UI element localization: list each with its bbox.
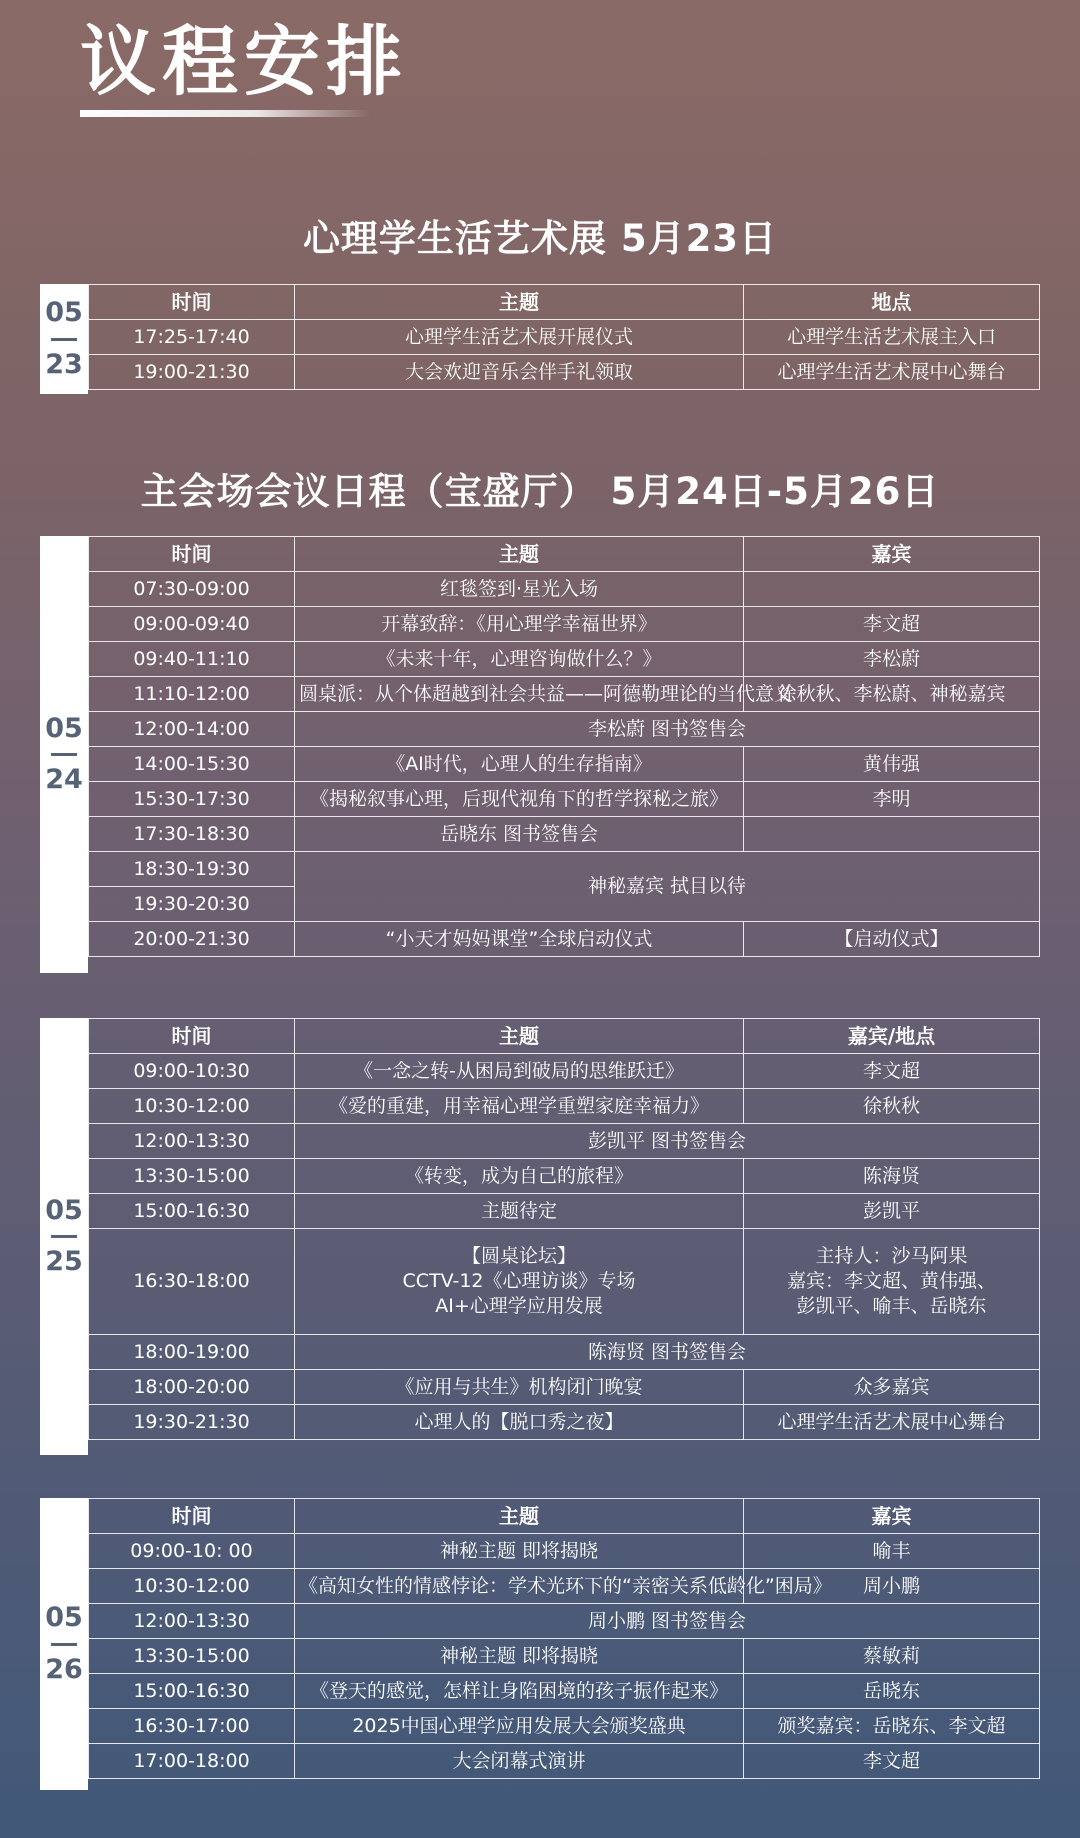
table-row	[89, 642, 1040, 677]
table-row	[89, 817, 1040, 852]
header-time: 时间	[89, 1499, 295, 1534]
table-row	[89, 320, 1040, 355]
row-topic: 大会欢迎音乐会伴手礼领取	[295, 355, 744, 390]
row-topic: 《高知女性的情感悖论：学术光环下的“亲密关系低龄化”困局》	[295, 1569, 744, 1604]
schedule-table	[88, 1018, 1040, 1440]
row-time: 09:00-09:40	[89, 607, 295, 642]
row-time: 13:30-15:00	[89, 1159, 295, 1194]
topic-line: 【圆桌论坛】	[461, 1245, 576, 1268]
row-topic: 《转变，成为自己的旅程》	[295, 1159, 744, 1194]
schedule-table	[88, 1498, 1040, 1779]
table-row	[89, 1405, 1040, 1440]
table-header-row	[89, 285, 1040, 320]
guest-line: 嘉宾：李文超、黄伟强、	[786, 1270, 996, 1293]
table-row	[89, 1534, 1040, 1569]
row-topic: 《一念之转-从困局到破局的思维跃迁》	[295, 1054, 744, 1089]
row-time: 10:30-12:00	[89, 1089, 295, 1124]
row-topic: 《揭秘叙事心理，后现代视角下的哲学探秘之旅》	[295, 782, 744, 817]
row-time: 15:00-16:30	[89, 1674, 295, 1709]
row-topic: 神秘主题 即将揭晓	[295, 1534, 744, 1569]
row-topic: “小天才妈妈课堂”全球启动仪式	[295, 922, 744, 957]
date-dash	[51, 1643, 77, 1646]
row-time: 19:00-21:30	[89, 355, 295, 390]
row-merged-topic: 陈海贤 图书签售会	[295, 1335, 1040, 1370]
row-topic: 《登天的感觉，怎样让身陷困境的孩子振作起来》	[295, 1674, 744, 1709]
row-topic: 《AI时代，心理人的生存指南》	[295, 747, 744, 782]
row-guest: 李明	[744, 782, 1040, 817]
table-row	[89, 607, 1040, 642]
header-guest: 嘉宾	[744, 537, 1040, 572]
row-time: 09:00-10: 00	[89, 1534, 295, 1569]
row-topic: 大会闭幕式演讲	[295, 1744, 744, 1779]
row-guest: 李松蔚	[744, 642, 1040, 677]
row-topic: 《爱的重建，用幸福心理学重塑家庭幸福力》	[295, 1089, 744, 1124]
row-guest: 周小鹏	[744, 1569, 1040, 1604]
date-dash	[51, 338, 77, 341]
table-row	[89, 677, 1040, 712]
table-header-row	[89, 1499, 1040, 1534]
row-guest: 陈海贤	[744, 1159, 1040, 1194]
day-block-0523	[40, 284, 1039, 394]
row-merged-topic: 周小鹏 图书签售会	[295, 1604, 1040, 1639]
date-month: 05	[45, 297, 83, 329]
table-header-row	[89, 537, 1040, 572]
table-header-row	[89, 1019, 1040, 1054]
row-location: 心理学生活艺术展主入口	[744, 320, 1040, 355]
row-time: 19:30-21:30	[89, 1405, 295, 1440]
row-time: 19:30-20:30	[89, 887, 295, 922]
row-time: 09:00-10:30	[89, 1054, 295, 1089]
header-guest-location: 嘉宾/地点	[744, 1019, 1040, 1054]
row-merged-topic: 神秘嘉宾 拭目以待	[295, 852, 1040, 922]
row-guest: 心理学生活艺术展中心舞台	[744, 1405, 1040, 1440]
row-guest: 蔡敏莉	[744, 1639, 1040, 1674]
row-topic: 神秘主题 即将揭晓	[295, 1639, 744, 1674]
date-dash	[51, 1235, 77, 1238]
row-topic: 主题待定	[295, 1194, 744, 1229]
row-guest: 颁奖嘉宾：岳晓东、李文超	[744, 1709, 1040, 1744]
date-tab	[40, 284, 88, 394]
table-row	[89, 747, 1040, 782]
table-row	[89, 712, 1040, 747]
date-tab	[40, 1498, 88, 1790]
table-row	[89, 1639, 1040, 1674]
schedule-table	[88, 284, 1040, 390]
row-time: 07:30-09:00	[89, 572, 295, 607]
row-time: 15:00-16:30	[89, 1194, 295, 1229]
row-time: 17:00-18:00	[89, 1744, 295, 1779]
table-row	[89, 1089, 1040, 1124]
row-guest: 【启动仪式】	[744, 922, 1040, 957]
guest-line: 彭凯平、喻丰、岳晓东	[796, 1294, 987, 1317]
table-row	[89, 1124, 1040, 1159]
table-row	[89, 1709, 1040, 1744]
date-month: 05	[45, 712, 83, 744]
table-row	[89, 1569, 1040, 1604]
table-row	[89, 852, 1040, 887]
header-topic: 主题	[295, 285, 744, 320]
row-time: 12:00-14:00	[89, 712, 295, 747]
row-merged-topic: 李松蔚 图书签售会	[295, 712, 1040, 747]
header-time: 时间	[89, 1019, 295, 1054]
row-guest: 岳晓东	[744, 1674, 1040, 1709]
row-time: 18:30-19:30	[89, 852, 295, 887]
date-day: 23	[45, 348, 83, 380]
table-row	[89, 1370, 1040, 1405]
table-row	[89, 572, 1040, 607]
title-underline	[80, 110, 370, 117]
row-topic: 红毯签到·星光入场	[295, 572, 744, 607]
row-guest: 喻丰	[744, 1534, 1040, 1569]
row-topic: 开幕致辞：《用心理学幸福世界》	[295, 607, 744, 642]
page-title: 议程安排	[80, 17, 408, 106]
row-time: 15:30-17:30	[89, 782, 295, 817]
header-topic: 主题	[295, 1019, 744, 1054]
date-day: 24	[45, 764, 83, 795]
header-time: 时间	[89, 537, 295, 572]
row-time: 18:00-20:00	[89, 1370, 295, 1405]
row-topic: 心理学生活艺术展开展仪式	[295, 320, 744, 355]
row-guest: 李文超	[744, 607, 1040, 642]
topic-line: CCTV-12《心理访谈》专场	[402, 1270, 636, 1293]
table-row	[89, 1159, 1040, 1194]
date-month: 05	[45, 1194, 83, 1226]
row-guest-multiline	[744, 1229, 1040, 1335]
row-topic-multiline	[295, 1229, 744, 1335]
section-heading-main-venue: 主会场会议日程（宝盛厅） 5月24日-5月26日	[140, 470, 940, 513]
row-time: 12:00-13:30	[89, 1604, 295, 1639]
row-topic: 心理人的【脱口秀之夜】	[295, 1405, 744, 1440]
row-time: 16:30-18:00	[89, 1229, 295, 1335]
header-guest: 嘉宾	[744, 1499, 1040, 1534]
row-guest: 众多嘉宾	[744, 1370, 1040, 1405]
header-topic: 主题	[295, 1499, 744, 1534]
day-block-0526	[40, 1498, 1039, 1790]
table-row	[89, 1335, 1040, 1370]
row-time: 17:30-18:30	[89, 817, 295, 852]
row-guest	[744, 817, 1040, 852]
row-time: 10:30-12:00	[89, 1569, 295, 1604]
table-row	[89, 1604, 1040, 1639]
date-month: 05	[45, 1602, 83, 1634]
header-topic: 主题	[295, 537, 744, 572]
row-guest: 彭凯平	[744, 1194, 1040, 1229]
day-block-0525	[40, 1018, 1039, 1455]
row-time: 16:30-17:00	[89, 1709, 295, 1744]
row-time: 12:00-13:30	[89, 1124, 295, 1159]
table-row-tall	[89, 1229, 1040, 1335]
row-location: 心理学生活艺术展中心舞台	[744, 355, 1040, 390]
table-row	[89, 782, 1040, 817]
schedule-table	[88, 536, 1040, 957]
row-guest: 黄伟强	[744, 747, 1040, 782]
day-block-0524	[40, 536, 1039, 973]
row-time: 09:40-11:10	[89, 642, 295, 677]
date-day: 26	[45, 1653, 83, 1685]
table-row	[89, 1744, 1040, 1779]
row-guest: 李文超	[744, 1744, 1040, 1779]
table-row	[89, 1194, 1040, 1229]
row-topic: 2025中国心理学应用发展大会颁奖盛典	[295, 1709, 744, 1744]
date-day: 25	[45, 1246, 83, 1277]
date-tab	[40, 536, 88, 973]
row-time: 14:00-15:30	[89, 747, 295, 782]
row-guest: 徐秋秋、李松蔚、神秘嘉宾	[744, 677, 1040, 712]
date-dash	[51, 753, 77, 756]
header-time: 时间	[89, 285, 295, 320]
date-tab	[40, 1018, 88, 1455]
row-guest: 李文超	[744, 1054, 1040, 1089]
row-time: 13:30-15:00	[89, 1639, 295, 1674]
row-time: 11:10-12:00	[89, 677, 295, 712]
row-topic: 《应用与共生》机构闭门晚宴	[295, 1370, 744, 1405]
section-heading-art-exhibition: 心理学生活艺术展 5月23日	[302, 217, 778, 260]
table-row	[89, 1054, 1040, 1089]
row-guest: 徐秋秋	[744, 1089, 1040, 1124]
guest-line: 主持人：沙马阿果	[815, 1245, 968, 1268]
header-location: 地点	[744, 285, 1040, 320]
row-guest	[744, 572, 1040, 607]
row-time: 20:00-21:30	[89, 922, 295, 957]
row-merged-topic: 彭凯平 图书签售会	[295, 1124, 1040, 1159]
topic-line: AI+心理学应用发展	[435, 1294, 603, 1317]
row-topic: 《未来十年，心理咨询做什么？》	[295, 642, 744, 677]
table-row	[89, 355, 1040, 390]
row-time: 18:00-19:00	[89, 1335, 295, 1370]
table-row	[89, 922, 1040, 957]
row-time: 17:25-17:40	[89, 320, 295, 355]
row-topic: 圆桌派：从个体超越到社会共益——阿德勒理论的当代意义	[295, 677, 744, 712]
table-row	[89, 1674, 1040, 1709]
row-topic: 岳晓东 图书签售会	[295, 817, 744, 852]
